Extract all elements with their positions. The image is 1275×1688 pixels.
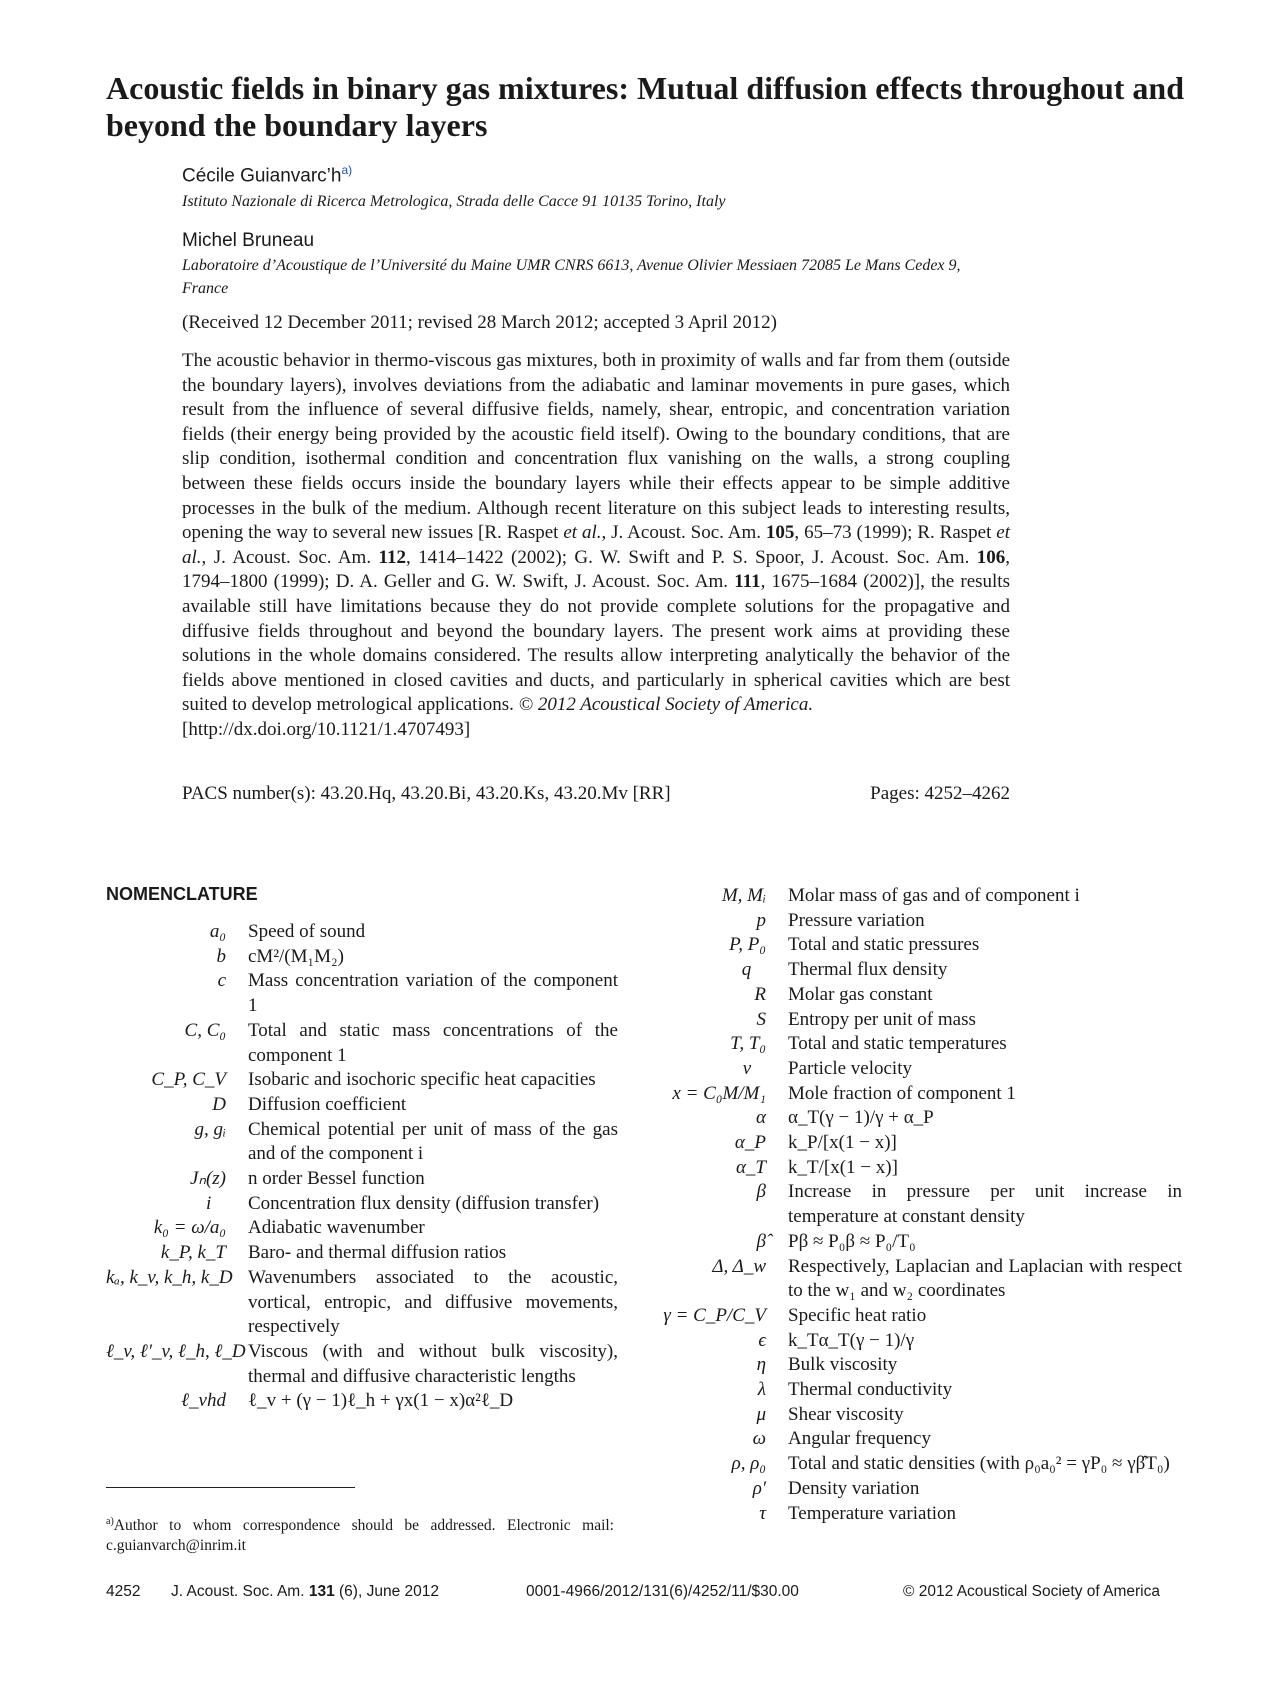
paper-title: Acoustic fields in binary gas mixtures: Mutual diffusion effects throughout and beyond the boundary layers: [106, 70, 1184, 143]
author-1: [182, 163, 352, 187]
nomenclature-symbol: a₀: [209, 921, 226, 942]
nomenclature-entry: [106, 1266, 618, 1340]
nomenclature-entry: [640, 1378, 1182, 1403]
nomenclature-entry: [106, 1093, 618, 1118]
footer-code: 0001-4966/2012/131(6)/4252/11/$30.00: [526, 1583, 799, 1600]
nomenclature-entry: [640, 1502, 1182, 1527]
nomenclature-definition: Density variation: [788, 1477, 920, 1499]
nomenclature-entry: [640, 1403, 1182, 1428]
nomenclature-definition: Total and static pressures: [788, 934, 980, 956]
nomenclature-symbol: ρ′: [752, 1477, 766, 1499]
nomenclature-entry: [106, 1241, 618, 1266]
nomenclature-entry: [106, 920, 618, 945]
nomenclature-definition: k_P/[x(1 − x)]: [788, 1132, 897, 1154]
nomenclature-symbol: g, gᵢ: [194, 1118, 226, 1140]
nomenclature-entry: [640, 1329, 1182, 1354]
abstract-text: , J. Acoust. Soc. Am.: [201, 546, 379, 568]
abstract-volume: 105: [765, 522, 795, 544]
nomenclature-definition: Shear viscosity: [788, 1403, 904, 1425]
footnote-rule: [106, 1487, 355, 1488]
nomenclature-symbol: ϵ: [758, 1329, 766, 1351]
nomenclature-definition: Total and static mass concentrations of the component 1: [248, 1019, 618, 1066]
nomenclature-entry: [106, 1167, 618, 1192]
nomenclature-definition: Bulk viscosity: [788, 1354, 898, 1376]
nomenclature-entry: [640, 1452, 1182, 1477]
nomenclature-entry: [640, 1230, 1182, 1255]
nomenclature-definition: Thermal flux density: [788, 959, 948, 981]
abstract-et-al: et al.: [182, 522, 1010, 568]
author-2-affiliation: Laboratoire d’Acoustique de l’Université du Maine UMR CNRS 6613, Avenue Olivier Messiaen 72085 Le Mans Cedex 9, France: [182, 257, 961, 297]
nomenclature-definition: Concentration flux density (diffusion transfer): [248, 1192, 600, 1214]
nomenclature-entry: [106, 1389, 618, 1414]
nomenclature-symbol: ρ, ρ₀: [731, 1453, 766, 1475]
nomenclature-symbol: α_T: [735, 1156, 766, 1178]
nomenclature-definition: Increase in pressure per unit increase in temperature at constant density: [788, 1181, 1182, 1228]
abstract-text: , 1794–1800 (1999); D. A. Geller and G. W. Swift, J. Acoust. Soc. Am.: [182, 546, 1010, 593]
nomenclature-symbol: β̂: [756, 1230, 766, 1252]
nomenclature-definition: k_T/[x(1 − x)]: [788, 1156, 898, 1178]
nomenclature-entry: [106, 969, 618, 1018]
nomenclature-entry: [640, 884, 1182, 909]
abstract-volume: 112: [378, 546, 406, 568]
nomenclature-symbol: k₀ = ω/a₀: [153, 1217, 226, 1239]
nomenclature-entry: [640, 1008, 1182, 1033]
nomenclature-definition: Total and static temperatures: [788, 1033, 1007, 1055]
nomenclature-symbol: v⃗: [742, 1057, 766, 1079]
nomenclature-heading: NOMENCLATURE: [106, 884, 258, 904]
abstract-volume: 111: [734, 571, 761, 593]
footnote: [106, 1512, 614, 1556]
abstract-copyright: © 2012 Acoustical Society of America.: [518, 694, 814, 716]
author-1-footnote-mark[interactable]: a): [341, 163, 353, 177]
nomenclature-symbol: μ: [756, 1403, 766, 1425]
abstract-text: The acoustic behavior in thermo-viscous gas mixtures, both in proximity of walls and far from them (outside the boundary layers), involves deviations from the adiabatic and laminar movements in pure gases, which result from the influence of several diffusive fields, namely, shear, entropic, and concentration variation fields (their energy being provided by the acoustic field itself). Owing to the boundary conditions, that are slip condition, isothermal condition and concentration flux vanishing on the walls, a strong coupling between these fields occurs inside the boundary layers while their effects appear to be simple additive processes in the bulk of the medium. Although recent literature on this subject leads to interesting results, opening the way to several new issues [R. Raspet: [182, 350, 1010, 544]
nomenclature-symbol: α_P: [734, 1132, 766, 1154]
nomenclature-definition: ℓ_v + (γ − 1)ℓ_h + γx(1 − x)α²ℓ_D: [248, 1390, 514, 1412]
nomenclature-entry: [106, 1340, 618, 1389]
nomenclature-entry: [640, 1255, 1182, 1304]
nomenclature-definition: Entropy per unit of mass: [788, 1008, 976, 1030]
nomenclature-entry: [106, 1118, 618, 1167]
nomenclature-symbol: λ: [757, 1379, 766, 1401]
footer-journal-name: J. Acoust. Soc. Am.: [171, 1583, 309, 1600]
nomenclature-entry: [106, 1019, 618, 1068]
received-dates: (Received 12 December 2011; revised 28 March 2012; accepted 3 April 2012): [182, 312, 777, 333]
nomenclature-definition: Molar gas constant: [788, 983, 933, 1005]
nomenclature-symbol: b: [216, 945, 226, 967]
nomenclature-entry: [106, 945, 618, 970]
nomenclature-symbol: T, T₀: [730, 1033, 766, 1055]
footer-issue: (6), June 2012: [334, 1583, 439, 1600]
nomenclature-symbol: τ: [759, 1502, 766, 1524]
nomenclature-symbol: i⃗: [205, 1192, 226, 1214]
nomenclature-symbol: P, P₀: [729, 934, 766, 956]
footer-page-number: 4252: [106, 1583, 141, 1600]
nomenclature-definition: Respectively, Laplacian and Laplacian with respect to the w₁ and w₂ coordinates: [788, 1255, 1182, 1302]
nomenclature-right-column: [640, 884, 1182, 1526]
nomenclature-entry: [640, 1131, 1182, 1156]
nomenclature-definition: Mole fraction of component 1: [788, 1082, 1016, 1104]
author-1-affiliation: Istituto Nazionale di Ricerca Metrologica, Strada delle Cacce 91 10135 Torino, Italy: [182, 193, 726, 210]
nomenclature-symbol: S: [756, 1008, 766, 1030]
nomenclature-definition: Temperature variation: [788, 1502, 957, 1524]
nomenclature-entry: [640, 1156, 1182, 1181]
author-2: [182, 230, 314, 252]
nomenclature-symbol: ℓ_vhd: [181, 1390, 226, 1412]
nomenclature-entry: [640, 1057, 1182, 1082]
footnote-text: Author to whom correspondence should be addressed. Electronic mail: c.guianvarch@inrim.it: [106, 1517, 614, 1555]
nomenclature-definition: Wavenumbers associated to the acoustic, vortical, entropic, and diffusive movements, respectively: [248, 1266, 618, 1338]
doi-link[interactable]: [http://dx.doi.org/10.1121/1.4707493]: [182, 718, 471, 740]
nomenclature-entry: [640, 1180, 1182, 1229]
nomenclature-definition: Chemical potential per unit of mass of the gas and of the component i: [248, 1118, 618, 1165]
nomenclature-symbol: q⃗: [741, 959, 766, 981]
footer-copyright: © 2012 Acoustical Society of America: [903, 1583, 1160, 1600]
pacs-line: [182, 783, 1010, 805]
nomenclature-definition: Molar mass of gas and of component i: [788, 885, 1080, 906]
nomenclature-definition: Pβ ≈ P₀β ≈ P₀/T₀: [788, 1230, 916, 1252]
nomenclature-definition: Mass concentration variation of the component 1: [248, 970, 618, 1017]
nomenclature-entry: [106, 1068, 618, 1093]
nomenclature-symbol: D: [212, 1093, 226, 1115]
nomenclature-definition: Thermal conductivity: [788, 1379, 953, 1401]
nomenclature-symbol: C_P, C_V: [151, 1069, 226, 1091]
abstract-et-al: et al.: [563, 522, 602, 544]
nomenclature-symbol: x = C₀M/M₁: [672, 1082, 766, 1104]
abstract-text: , 65–73 (1999); R. Raspet: [794, 522, 997, 544]
nomenclature-definition: n order Bessel function: [248, 1168, 425, 1190]
nomenclature-definition: cM²/(M₁M₂): [248, 945, 344, 967]
pacs-numbers: PACS number(s): 43.20.Hq, 43.20.Bi, 43.20.Ks, 43.20.Mv [RR]: [182, 783, 671, 804]
nomenclature-symbol: R: [754, 983, 766, 1005]
nomenclature-symbol: M, Mᵢ: [721, 885, 766, 906]
footer-volume: 131: [308, 1583, 335, 1600]
nomenclature-entry: [106, 1216, 618, 1241]
abstract-text: , 1675–1684 (2002)], the results available still have limitations because they do not provide complete solutions for the propagative and diffusive fields throughout and beyond the boundary layers. The present work aims at providing these solutions in the whole domains considered. The results allow interpreting analytically the behavior of the fields above mentioned in closed cavities and ducts, and particularly in spherical cavities which are best suited to develop metrological applications.: [182, 571, 1010, 716]
nomenclature-symbol: γ = C_P/C_V: [663, 1304, 766, 1326]
nomenclature-left-column: [106, 920, 618, 1414]
nomenclature-entry: [640, 958, 1182, 983]
nomenclature-entry: [640, 933, 1182, 958]
abstract-text: , 1414–1422 (2002); G. W. Swift and P. S. Spoor, J. Acoust. Soc. Am.: [405, 546, 977, 568]
nomenclature-entry: [640, 1082, 1182, 1107]
nomenclature-definition: Pressure variation: [788, 909, 925, 931]
nomenclature-symbol: C, C₀: [184, 1019, 226, 1041]
nomenclature-entry: [640, 1032, 1182, 1057]
nomenclature-definition: Specific heat ratio: [788, 1304, 927, 1326]
nomenclature-symbol: kₐ, k_v, k_h, k_D: [106, 1266, 233, 1288]
nomenclature-definition: Speed of sound: [248, 921, 366, 942]
nomenclature-symbol: ω: [752, 1428, 766, 1450]
nomenclature-entry: [640, 1477, 1182, 1502]
nomenclature-entry: [640, 1304, 1182, 1329]
nomenclature-symbol: Δ, Δ_w: [712, 1255, 766, 1277]
nomenclature-entry: [640, 1353, 1182, 1378]
nomenclature-definition: Particle velocity: [788, 1057, 912, 1079]
nomenclature-symbol: η: [756, 1354, 766, 1376]
nomenclature-entry: [640, 1106, 1182, 1131]
nomenclature-entry: [640, 1427, 1182, 1452]
nomenclature-definition: Total and static densities (with ρ₀a₀² = γP₀ ≈ γβ̂T₀): [788, 1453, 1170, 1475]
nomenclature-symbol: p: [756, 909, 766, 931]
abstract: [182, 349, 1010, 743]
nomenclature-definition: k_Tα_T(γ − 1)/γ: [788, 1329, 915, 1351]
nomenclature-definition: Adiabatic wavenumber: [248, 1217, 425, 1239]
nomenclature-definition: α_T(γ − 1)/γ + α_P: [788, 1107, 934, 1129]
nomenclature-entry: [640, 983, 1182, 1008]
nomenclature-entry: [106, 1192, 618, 1217]
nomenclature-definition: Angular frequency: [788, 1428, 931, 1450]
nomenclature-entry: [640, 909, 1182, 934]
footnote-mark: a): [106, 1516, 114, 1527]
nomenclature-definition: Isobaric and isochoric specific heat capacities: [248, 1069, 596, 1091]
nomenclature-symbol: β: [756, 1181, 766, 1203]
abstract-volume: 106: [976, 546, 1006, 568]
footer-journal: [171, 1583, 439, 1601]
nomenclature-definition: Diffusion coefficient: [248, 1093, 407, 1115]
author-1-name: Cécile Guianvarc’h: [182, 165, 342, 187]
nomenclature-symbol: α: [756, 1107, 766, 1129]
nomenclature-symbol: ℓ_v, ℓ′_v, ℓ_h, ℓ_D: [106, 1340, 246, 1362]
nomenclature-symbol: k_P, k_T: [160, 1242, 226, 1264]
page-range: Pages: 4252–4262: [870, 783, 1010, 804]
nomenclature-symbol: Jₙ(z): [189, 1168, 226, 1190]
author-2-name: Michel Bruneau: [182, 230, 315, 251]
nomenclature-definition: Baro- and thermal diffusion ratios: [248, 1242, 507, 1264]
nomenclature-symbol: c: [217, 970, 226, 992]
nomenclature-definition: Viscous (with and without bulk viscosity), thermal and diffusive characteristic lengths: [248, 1340, 618, 1387]
abstract-text: , J. Acoust. Soc. Am.: [601, 522, 766, 544]
